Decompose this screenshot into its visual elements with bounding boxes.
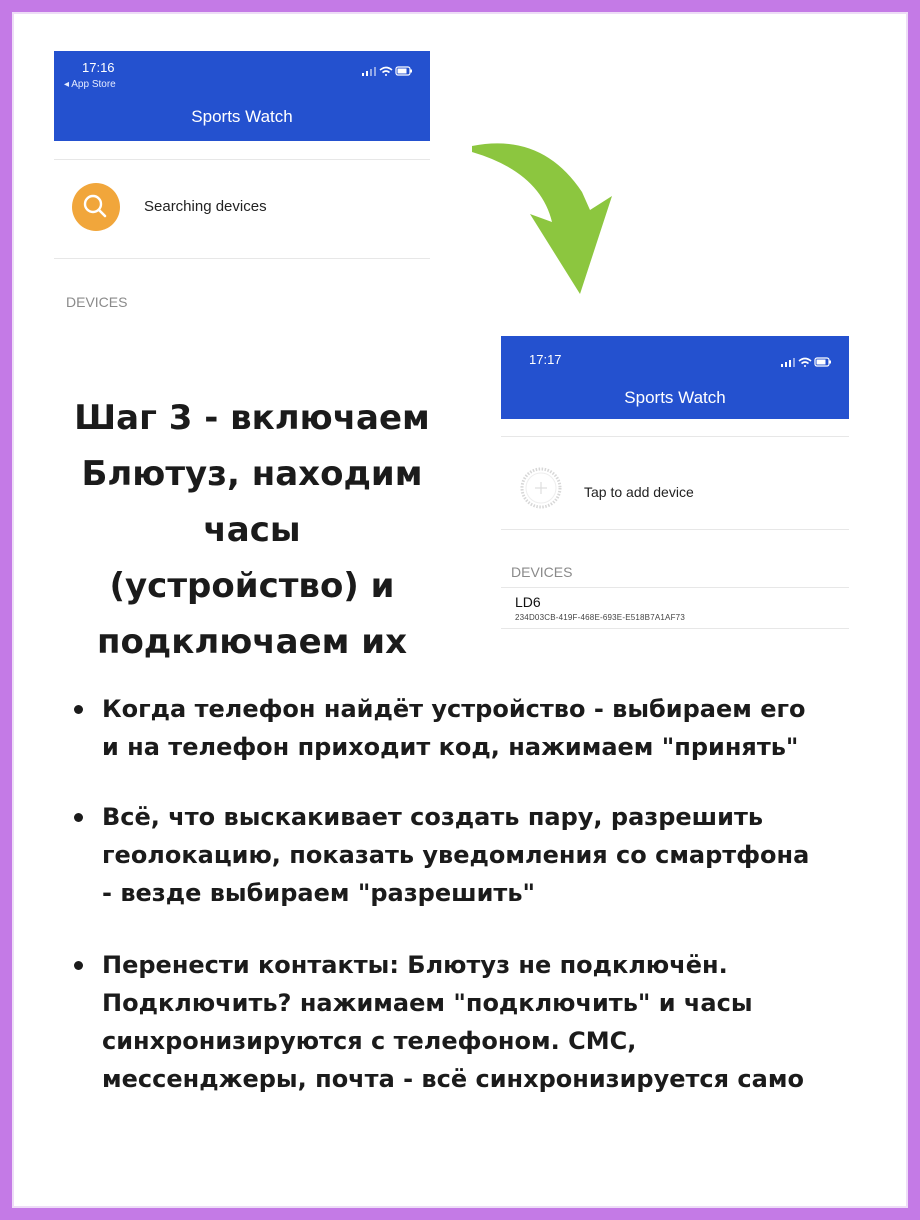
list-item-line: синхронизируются с телефоном. СМС,	[102, 1027, 637, 1055]
divider	[54, 258, 430, 259]
signal-icon	[781, 358, 795, 367]
instruction-list	[72, 690, 872, 1098]
battery-icon	[815, 358, 831, 366]
divider	[501, 587, 849, 588]
list-item-line: мессенджеры, почта - всё синхронизируется само	[102, 1065, 804, 1093]
list-item	[72, 690, 872, 766]
status-time: 17:17	[529, 352, 562, 367]
list-item-line: Всё, что выскакивает создать пару, разрешить	[102, 803, 764, 831]
add-device-icon	[519, 466, 563, 510]
tap-to-add-device-label: Tap to add device	[584, 484, 694, 500]
list-item-line: Подключить? нажимаем "подключить" и часы	[102, 989, 753, 1017]
list-item	[72, 946, 872, 1098]
list-item-line: Когда телефон найдёт устройство - выбираем его	[102, 695, 806, 723]
step-heading-line: Блютуз, находим часы	[81, 454, 423, 550]
step-heading-line: (устройство) и	[109, 566, 395, 606]
list-item-line: и на телефон приходит код, нажимаем "принять"	[102, 733, 799, 761]
phone-screenshot-found	[501, 336, 849, 636]
wifi-icon	[380, 68, 392, 77]
divider	[501, 436, 849, 437]
app-store-back-link[interactable]: ◂ App Store	[64, 79, 116, 90]
list-item	[72, 798, 872, 912]
list-item-line: Перенести контакты: Блютуз не подключён.	[102, 951, 728, 979]
devices-section-header: DEVICES	[66, 294, 128, 310]
nav-title: Sports Watch	[191, 107, 293, 126]
device-name: LD6	[515, 594, 541, 610]
instruction-card	[12, 12, 908, 1208]
searching-devices-label: Searching devices	[144, 198, 267, 215]
magnifier-icon	[72, 183, 120, 231]
phone-screenshot-searching	[54, 51, 430, 311]
app-navbar	[54, 51, 430, 141]
wifi-icon	[799, 359, 811, 368]
status-bar-icons	[362, 65, 414, 77]
status-time: 17:16	[82, 60, 115, 75]
curved-arrow-icon	[462, 132, 632, 312]
divider	[54, 159, 430, 160]
devices-section-header: DEVICES	[511, 564, 573, 580]
list-item-line: - везде выбираем "разрешить"	[102, 879, 536, 907]
device-uuid: 234D03CB-419F-468E-693E-E518B7A1AF73	[515, 613, 685, 622]
divider	[501, 628, 849, 629]
step-heading	[32, 390, 472, 670]
status-bar-icons	[781, 356, 833, 368]
list-item-line: геолокацию, показать уведомления со смартфона	[102, 841, 810, 869]
divider	[501, 529, 849, 530]
signal-icon	[362, 67, 376, 76]
search-button[interactable]	[72, 183, 120, 231]
app-navbar	[501, 336, 849, 419]
nav-title: Sports Watch	[624, 388, 726, 407]
step-heading-line: Шаг 3 - включаем	[74, 398, 430, 438]
battery-icon	[396, 67, 412, 75]
step-heading-line: подключаем их	[96, 622, 408, 662]
add-device-button[interactable]	[519, 466, 563, 510]
